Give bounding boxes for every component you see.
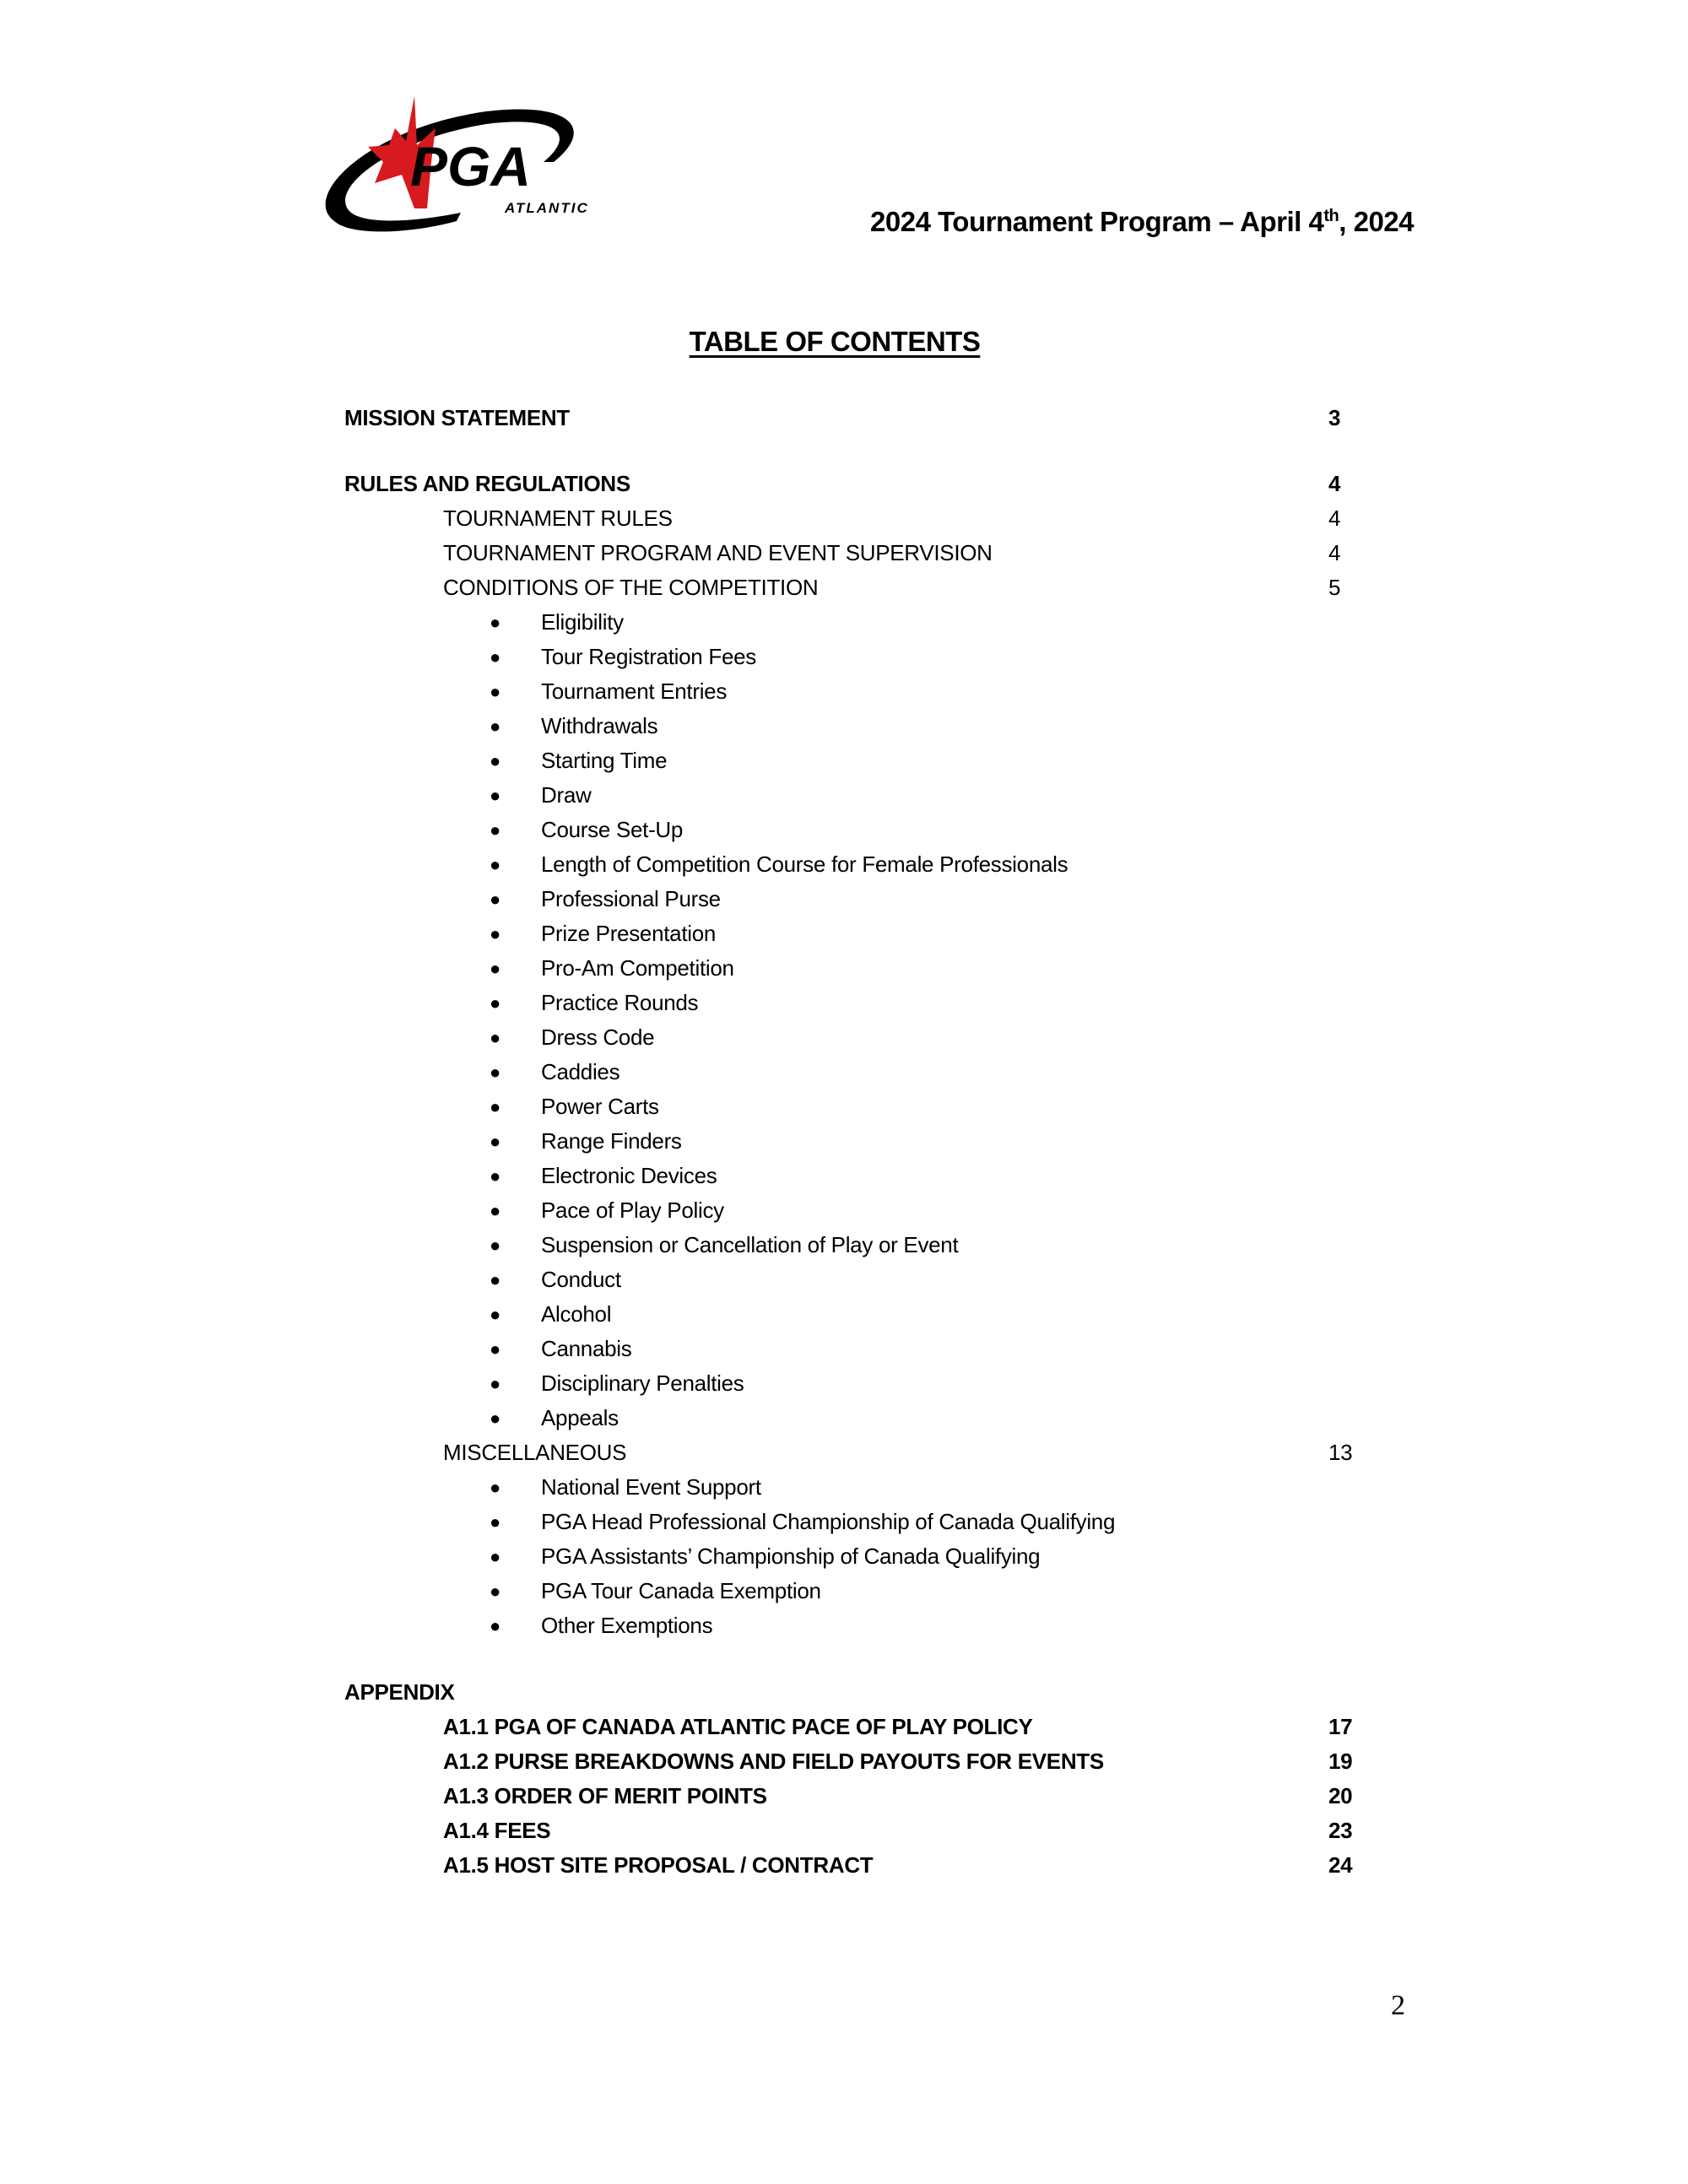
- entry-label: APPENDIX: [344, 1679, 455, 1705]
- bullet-icon: ●: [490, 1615, 500, 1636]
- bullet-icon: ●: [490, 1546, 500, 1567]
- entry-label: Conduct: [541, 1267, 621, 1292]
- bullet-icon: ●: [490, 1165, 500, 1187]
- toc-bullet-item[interactable]: [344, 1608, 1382, 1643]
- toc-bullet-item[interactable]: [344, 709, 1382, 743]
- toc-bullet-item[interactable]: [344, 1401, 1382, 1435]
- entry-label: Power Carts: [541, 1094, 659, 1119]
- bullet-icon: ●: [490, 819, 500, 841]
- toc-bullet-item[interactable]: [344, 1505, 1382, 1539]
- toc-bullet-item[interactable]: [344, 882, 1382, 916]
- toc-bullet-item[interactable]: [344, 1539, 1382, 1574]
- entry-label: Course Set-Up: [541, 817, 684, 842]
- toc-entry-tournament-rules[interactable]: [344, 501, 1382, 536]
- entry-page: 3: [1328, 405, 1341, 430]
- entry-label: Electronic Devices: [541, 1163, 717, 1188]
- toc-entry-rules[interactable]: [344, 467, 1382, 501]
- toc-bullet-item[interactable]: [344, 1574, 1382, 1608]
- entry-label: Suspension or Cancellation of Play or Event: [541, 1232, 959, 1257]
- bullet-icon: ●: [490, 1581, 500, 1602]
- svg-text:ATLANTIC: ATLANTIC: [505, 200, 589, 216]
- bullet-icon: ●: [490, 1338, 500, 1360]
- title-suffix: , 2024: [1339, 206, 1414, 237]
- entry-page: 20: [1328, 1783, 1353, 1808]
- entry-label: Disciplinary Penalties: [541, 1370, 744, 1396]
- entry-label: MISSION STATEMENT: [344, 405, 570, 430]
- bullet-icon: ●: [490, 1511, 500, 1533]
- page-number: 2: [1391, 1990, 1405, 2021]
- toc-entry-miscellaneous[interactable]: [344, 1435, 1382, 1470]
- entry-label: Professional Purse: [541, 886, 721, 911]
- entry-page: 19: [1328, 1749, 1353, 1774]
- entry-label: CONDITIONS OF THE COMPETITION: [443, 575, 819, 600]
- entry-label: Practice Rounds: [541, 990, 699, 1015]
- entry-page: 24: [1328, 1852, 1353, 1878]
- title-superscript: th: [1323, 207, 1339, 225]
- entry-page: 13: [1328, 1440, 1353, 1465]
- bullet-icon: ●: [490, 923, 500, 944]
- toc-bullet-item[interactable]: [344, 605, 1382, 640]
- entry-label: Other Exemptions: [541, 1613, 713, 1638]
- toc-bullet-item[interactable]: [344, 1124, 1382, 1159]
- bullet-icon: ●: [490, 1096, 500, 1117]
- entry-label: A1.1 PGA OF CANADA ATLANTIC PACE OF PLAY POLICY: [443, 1714, 1033, 1739]
- toc-bullet-item[interactable]: [344, 847, 1382, 882]
- entry-label: National Event Support: [541, 1474, 761, 1500]
- entry-label: A1.5 HOST SITE PROPOSAL / CONTRACT: [443, 1852, 874, 1878]
- logo-text: PGA: [410, 135, 532, 197]
- title-text: 2024 Tournament Program – April 4: [870, 206, 1324, 237]
- toc-bullet-item[interactable]: [344, 743, 1382, 778]
- bullet-icon: ●: [490, 612, 500, 633]
- entry-label: Cannabis: [541, 1336, 632, 1361]
- toc-bullet-item[interactable]: [344, 1020, 1382, 1055]
- entry-label: Tour Registration Fees: [541, 644, 756, 669]
- table-of-contents: [344, 401, 1382, 1883]
- toc-heading: TABLE OF CONTENTS: [689, 326, 981, 357]
- entry-label: Pace of Play Policy: [541, 1197, 724, 1223]
- entry-page: 17: [1328, 1714, 1353, 1739]
- bullet-icon: ●: [490, 1131, 500, 1152]
- bullet-icon: ●: [490, 854, 500, 875]
- toc-bullet-item[interactable]: [344, 1228, 1382, 1262]
- pga-atlantic-logo: [317, 95, 623, 240]
- toc-bullet-item[interactable]: [344, 813, 1382, 847]
- entry-page: 23: [1328, 1818, 1353, 1843]
- toc-bullet-item[interactable]: [344, 916, 1382, 951]
- entry-label: Dress Code: [541, 1024, 655, 1050]
- entry-label: MISCELLANEOUS: [443, 1440, 627, 1465]
- entry-label: Pro-Am Competition: [541, 955, 734, 981]
- bullet-icon: ●: [490, 1373, 500, 1394]
- toc-bullet-item[interactable]: [344, 1366, 1382, 1401]
- entry-label: Withdrawals: [541, 713, 658, 738]
- toc-entry-appendix-item[interactable]: [344, 1779, 1382, 1814]
- entry-label: A1.4 FEES: [443, 1818, 551, 1843]
- entry-label: Draw: [541, 782, 592, 808]
- entry-label: TOURNAMENT PROGRAM AND EVENT SUPERVISION: [443, 540, 993, 565]
- entry-label: TOURNAMENT RULES: [443, 505, 673, 531]
- entry-page: 4: [1328, 471, 1341, 496]
- bullet-icon: ●: [490, 1235, 500, 1256]
- toc-bullet-item[interactable]: [344, 1193, 1382, 1228]
- bullet-icon: ●: [490, 646, 500, 668]
- toc-bullet-item[interactable]: [344, 1262, 1382, 1297]
- bullet-icon: ●: [490, 1477, 500, 1498]
- bullet-icon: ●: [490, 992, 500, 1014]
- bullet-icon: ●: [490, 1269, 500, 1290]
- entry-label: Starting Time: [541, 748, 668, 773]
- entry-label: Caddies: [541, 1059, 620, 1084]
- entry-label: RULES AND REGULATIONS: [344, 471, 630, 496]
- toc-entry-appendix-item[interactable]: [344, 1848, 1382, 1883]
- entry-label: Prize Presentation: [541, 921, 717, 946]
- entry-label: Eligibility: [541, 609, 624, 635]
- toc-bullet-item[interactable]: [344, 1089, 1382, 1124]
- entry-label: PGA Head Professional Championship of Canada Qualifying: [541, 1509, 1116, 1534]
- entry-label: Length of Competition Course for Female Professionals: [541, 851, 1069, 877]
- toc-bullet-item[interactable]: [344, 986, 1382, 1020]
- toc-entry-mission[interactable]: [344, 401, 1382, 435]
- toc-entry-appendix-item[interactable]: [344, 1710, 1382, 1744]
- toc-bullet-item[interactable]: [344, 778, 1382, 813]
- toc-entry-appendix-item[interactable]: [344, 1744, 1382, 1779]
- bullet-icon: ●: [490, 889, 500, 910]
- toc-bullet-item[interactable]: [344, 640, 1382, 674]
- bullet-icon: ●: [490, 785, 500, 806]
- toc-bullet-item[interactable]: [344, 1470, 1382, 1505]
- entry-label: A1.2 PURSE BREAKDOWNS AND FIELD PAYOUTS FOR EVENTS: [443, 1749, 1104, 1774]
- document-title: [870, 206, 1414, 238]
- toc-bullet-item[interactable]: [344, 951, 1382, 986]
- entry-page: 4: [1328, 505, 1341, 531]
- toc-bullet-item[interactable]: [344, 1332, 1382, 1366]
- entry-label: PGA Tour Canada Exemption: [541, 1578, 821, 1603]
- toc-bullet-item[interactable]: [344, 1055, 1382, 1089]
- bullet-icon: ●: [490, 1304, 500, 1325]
- entry-page: 5: [1328, 575, 1341, 600]
- bullet-icon: ●: [490, 750, 500, 771]
- bullet-icon: ●: [490, 1200, 500, 1221]
- entry-label: Alcohol: [541, 1301, 612, 1327]
- bullet-icon: ●: [490, 716, 500, 737]
- entry-label: PGA Assistants’ Championship of Canada Qualifying: [541, 1543, 1041, 1569]
- toc-entry-appendix[interactable]: [344, 1675, 1382, 1710]
- bullet-icon: ●: [490, 681, 500, 702]
- entry-label: Range Finders: [541, 1128, 682, 1154]
- entry-label: Appeals: [541, 1405, 619, 1430]
- bullet-icon: ●: [490, 958, 500, 979]
- toc-entry-program-supervision[interactable]: [344, 536, 1382, 570]
- toc-bullet-item[interactable]: [344, 1297, 1382, 1332]
- entry-page: 4: [1328, 540, 1341, 565]
- bullet-icon: ●: [490, 1408, 500, 1429]
- entry-label: Tournament Entries: [541, 678, 728, 704]
- toc-bullet-item[interactable]: [344, 674, 1382, 709]
- bullet-icon: ●: [490, 1027, 500, 1048]
- toc-bullet-item[interactable]: [344, 1159, 1382, 1193]
- bullet-icon: ●: [490, 1062, 500, 1083]
- toc-entry-conditions[interactable]: [344, 570, 1382, 605]
- toc-entry-appendix-item[interactable]: [344, 1814, 1382, 1848]
- entry-label: A1.3 ORDER OF MERIT POINTS: [443, 1783, 767, 1808]
